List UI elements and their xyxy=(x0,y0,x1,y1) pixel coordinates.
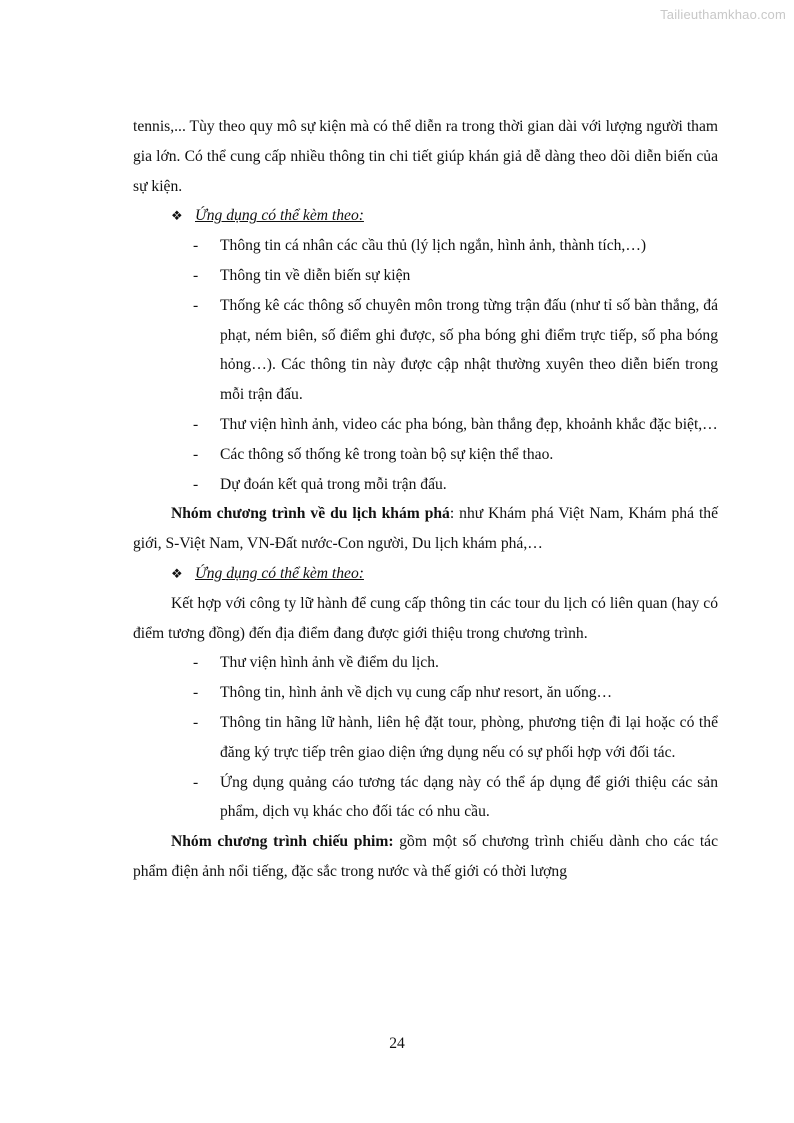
list-item: - Thông tin, hình ảnh về dịch vụ cung cấp như resort, ăn uống… xyxy=(133,678,718,708)
list-item: - Thông tin về diễn biến sự kiện xyxy=(133,261,718,291)
dash-icon: - xyxy=(193,237,199,255)
dash-icon: - xyxy=(193,684,199,702)
heading-text: Ứng dụng có thể kèm theo: xyxy=(195,564,364,582)
list-item: - Các thông số thống kê trong toàn bộ sự kiện thể thao. xyxy=(133,440,718,470)
section-heading-2 xyxy=(133,559,718,589)
travel-paragraph xyxy=(133,499,718,559)
film-bold: Nhóm chương trình chiếu phim: xyxy=(171,833,394,851)
list-item: - Thông tin cá nhân các cầu thủ (lý lịch ngắn, hình ảnh, thành tích,…) xyxy=(133,231,718,261)
list-item: - Thông tin hãng lữ hành, liên hệ đặt tour, phòng, phương tiện đi lại hoặc có thể đăng ký trực tiếp trên giao diện ứng dụng nếu có sự phối hợp với đối tác. xyxy=(133,708,718,768)
dash-icon: - xyxy=(193,296,199,314)
dash-icon: - xyxy=(193,266,199,284)
list-item: - Dự đoán kết quả trong mỗi trận đấu. xyxy=(133,470,718,500)
travel-rest: : như Khám phá Việt Nam, Khám phá thế giới, S-Việt Nam, VN-Đất nước-Con người, Du lịch khám phá,… xyxy=(133,505,719,553)
watermark: Tailieuthamkhao.com xyxy=(660,7,786,22)
dash-icon: - xyxy=(193,773,199,791)
list-item: - Thư viện hình ảnh về điểm du lịch. xyxy=(133,648,718,678)
dash-icon: - xyxy=(193,713,199,731)
intro-paragraph: tennis,... Tùy theo quy mô sự kiện mà có thể diễn ra trong thời gian dài với lượng người tham gia lớn. Có thể cung cấp nhiều thông tin chi tiết giúp khán giả dễ dàng theo dõi diễn biến của sự kiện. xyxy=(133,118,718,195)
diamond-bullet-icon: ❖ xyxy=(171,565,183,581)
dash-icon: - xyxy=(193,415,199,433)
list-item: - Ứng dụng quảng cáo tương tác dạng này có thể áp dụng để giới thiệu các sản phẩm, dịch vụ khác cho đối tác có nhu cầu. xyxy=(133,768,718,828)
page-content xyxy=(133,112,718,887)
heading-text: Ứng dụng có thể kèm theo: xyxy=(195,207,364,225)
dash-icon: - xyxy=(193,654,199,672)
film-rest: gồm một số chương trình chiếu dành cho các tác phẩm điện ảnh nổi tiếng, đặc sắc trong nước và thế giới có thời lượng xyxy=(133,833,718,880)
list-item: - Thống kê các thông số chuyên môn trong từng trận đấu (như tỉ số bàn thắng, đá phạt, ném biên, số điểm ghi được, số pha bóng ghi điểm trực tiếp, số pha bóng hỏng…). Các thông tin này được cập nhật thường xuyên theo diễn biến trong mỗi trận đấu. xyxy=(133,291,718,410)
travel-detail-paragraph: Kết hợp với công ty lữ hành để cung cấp thông tin các tour du lịch có liên quan (hay có điểm tương đồng) đến địa điểm đang được giới thiệu trong chương trình. xyxy=(133,594,718,642)
section-heading-1 xyxy=(133,201,718,231)
dash-icon: - xyxy=(193,475,199,493)
page-number: 24 xyxy=(389,1035,405,1052)
film-paragraph xyxy=(133,827,718,887)
list-2 xyxy=(133,648,718,827)
list-item: - Thư viện hình ảnh, video các pha bóng, bàn thắng đẹp, khoảnh khắc đặc biệt,… xyxy=(133,410,718,440)
travel-bold: Nhóm chương trình về du lịch khám phá xyxy=(171,505,450,523)
list-1 xyxy=(133,231,718,499)
diamond-bullet-icon: ❖ xyxy=(171,208,183,224)
dash-icon: - xyxy=(193,445,199,463)
